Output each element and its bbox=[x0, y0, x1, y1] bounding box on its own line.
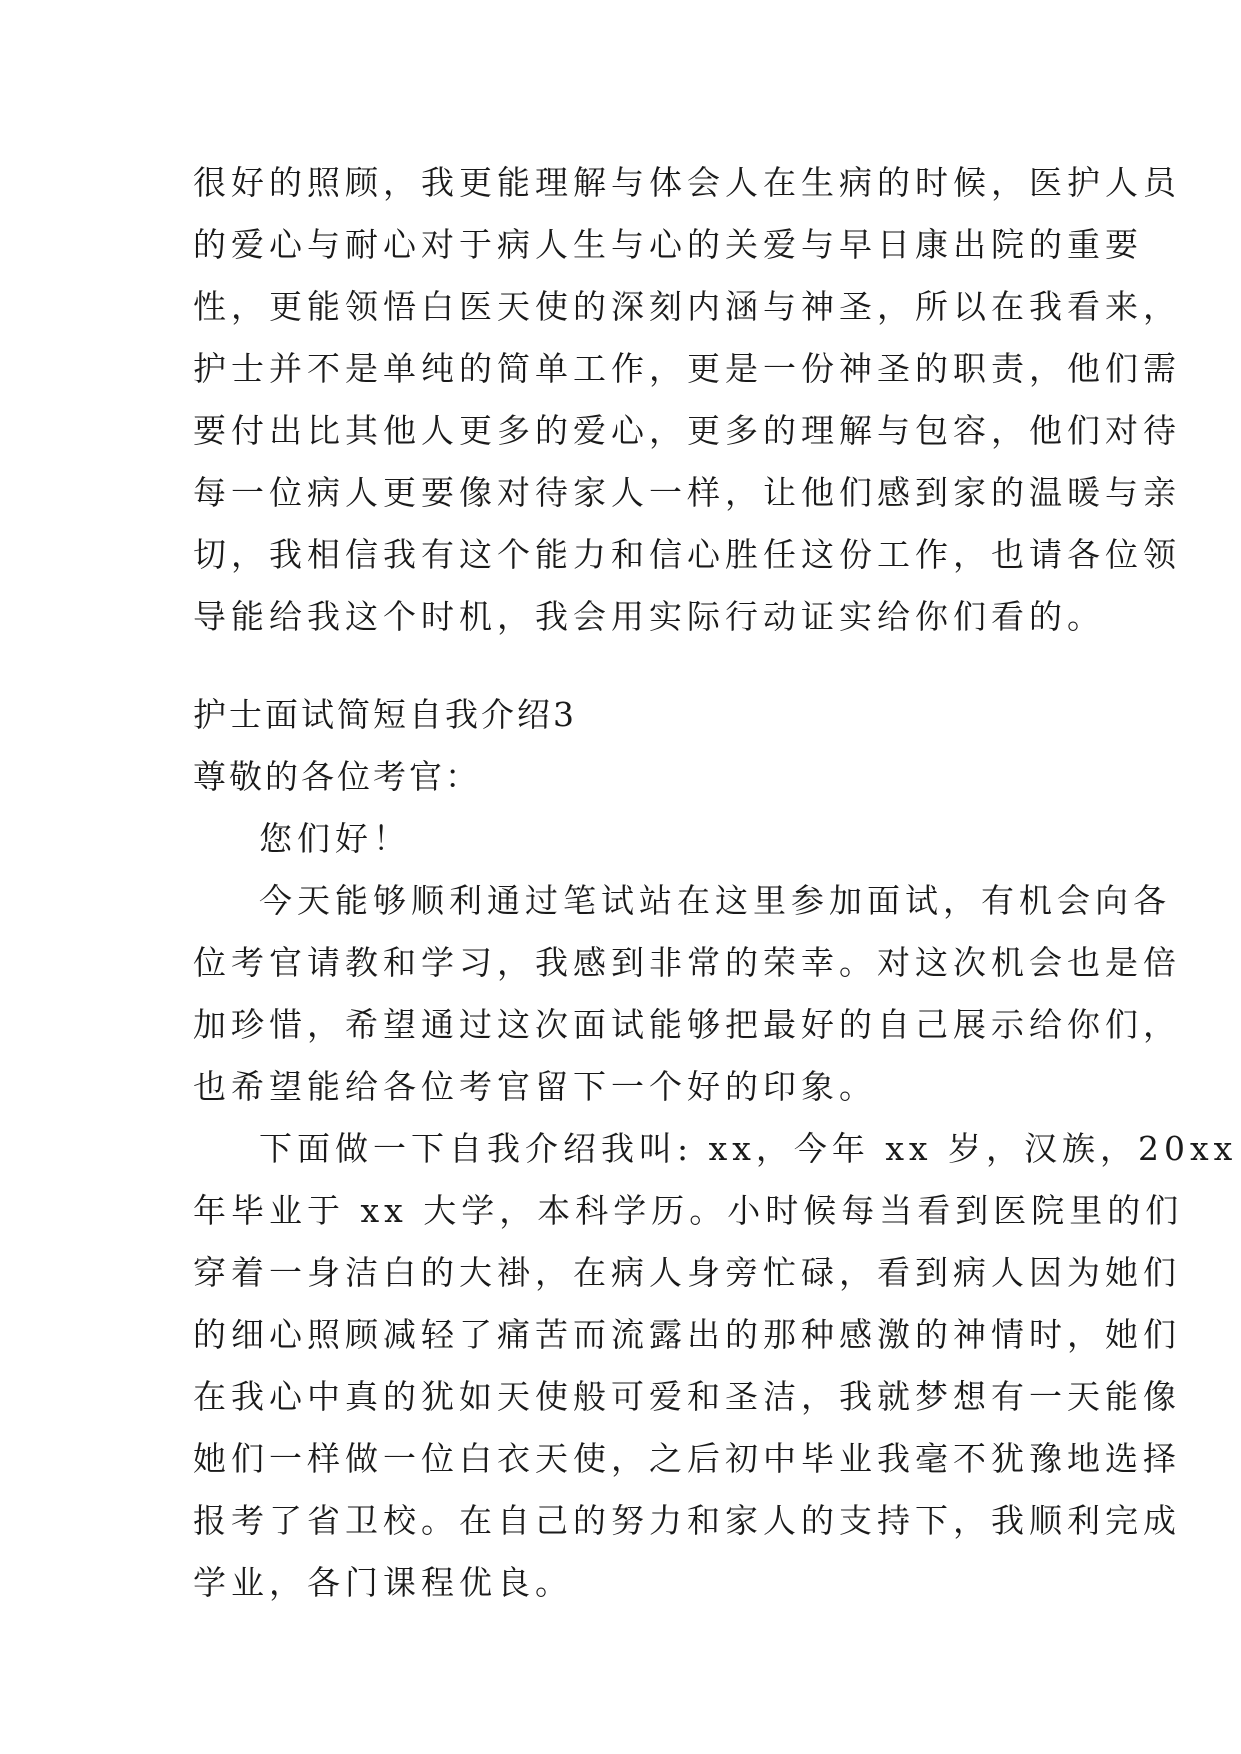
section-title: 护士面试简短自我介绍3 bbox=[193, 695, 577, 734]
paragraph-line: 穿着一身洁白的大褂，在病人身旁忙碌，看到病人因为她们 bbox=[193, 1253, 1181, 1292]
paragraph-line: 年毕业于 xx 大学，本科学历。小时候每当看到医院里的们 bbox=[193, 1191, 1184, 1230]
greeting: 您们好！ bbox=[259, 819, 411, 858]
paragraph-line: 很好的照顾，我更能理解与体会人在生病的时候，医护人员 bbox=[193, 163, 1181, 202]
paragraph-line: 护士并不是单纯的简单工作，更是一份神圣的职责，他们需 bbox=[193, 349, 1181, 388]
paragraph-line: 每一位病人更要像对待家人一样，让他们感到家的温暖与亲 bbox=[193, 473, 1181, 512]
paragraph-line: 性，更能领悟白医天使的深刻内涵与神圣，所以在我看来， bbox=[193, 287, 1181, 326]
paragraph-line: 的细心照顾减轻了痛苦而流露出的那种感激的神情时，她们 bbox=[193, 1315, 1181, 1354]
paragraph-line: 在我心中真的犹如天使般可爱和圣洁，我就梦想有一天能像 bbox=[193, 1377, 1181, 1416]
intro-paragraph bbox=[193, 152, 1181, 648]
paragraph-line: 下面做一下自我介绍我叫: xx，今年 xx 岁，汉族，20xx bbox=[259, 1129, 1238, 1168]
paragraph-line: 她们一样做一位白衣天使，之后初中毕业我毫不犹豫地选择 bbox=[193, 1439, 1181, 1478]
paragraph-line: 位考官请教和学习，我感到非常的荣幸。对这次机会也是倍 bbox=[193, 943, 1181, 982]
paragraph-line: 导能给我这个时机，我会用实际行动证实给你们看的。 bbox=[193, 597, 1105, 636]
paragraph-line: 学业，各门课程优良。 bbox=[193, 1563, 573, 1602]
paragraph-line: 报考了省卫校。在自己的努力和家人的支持下，我顺利完成 bbox=[193, 1501, 1181, 1540]
paragraph-line: 也希望能给各位考官留下一个好的印象。 bbox=[193, 1067, 877, 1106]
paragraph-line: 要付出比其他人更多的爱心，更多的理解与包容，他们对待 bbox=[193, 411, 1181, 450]
section-3 bbox=[193, 684, 1238, 1614]
paragraph-line: 的爱心与耐心对于病人生与心的关爱与早日康出院的重要 bbox=[193, 225, 1143, 264]
salutation: 尊敬的各位考官： bbox=[193, 757, 481, 796]
paragraph-line: 加珍惜，希望通过这次面试能够把最好的自己展示给你们， bbox=[193, 1005, 1181, 1044]
paragraph-line: 今天能够顺利通过笔试站在这里参加面试，有机会向各 bbox=[259, 881, 1171, 920]
paragraph-line: 切，我相信我有这个能力和信心胜任这份工作，也请各位领 bbox=[193, 535, 1181, 574]
